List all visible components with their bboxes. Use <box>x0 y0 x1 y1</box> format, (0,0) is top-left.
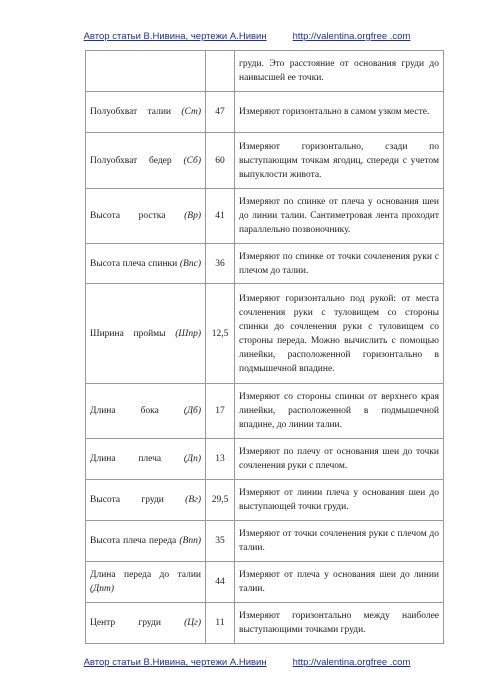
measure-name: Длина плеча <box>90 454 162 464</box>
measure-name-cell <box>86 603 206 644</box>
measure-value: 36 <box>206 244 235 284</box>
page-footer <box>0 657 494 668</box>
measure-description: Измеряют от плеча у основания шеи до линии талии. <box>235 562 444 603</box>
measurements-table <box>85 50 444 644</box>
measure-value: 44 <box>206 562 235 603</box>
measure-name-cell <box>86 439 206 480</box>
measure-abbreviation: (Дп) <box>183 454 201 464</box>
measure-value: 11 <box>206 603 235 644</box>
table-row <box>86 284 444 384</box>
measure-name: Центр груди <box>90 618 161 628</box>
measure-abbreviation: (Дб) <box>183 406 201 416</box>
measure-name-cell <box>86 133 206 189</box>
measure-name: Ширина проймы <box>90 328 166 339</box>
table-row <box>86 92 444 133</box>
measure-abbreviation: (Ст) <box>181 107 201 117</box>
measure-name-cell <box>86 384 206 439</box>
measure-abbreviation: (Впс) <box>179 258 201 269</box>
measure-value: 13 <box>206 439 235 480</box>
measure-name-cell <box>86 480 206 521</box>
measure-description: груди. Это расстояние от основания груди до наивысшей ее точки. <box>235 51 444 92</box>
measure-description: Измеряют по спинке от точки сочленения руки с плечом до талии. <box>235 244 444 284</box>
measure-abbreviation: (Дпт) <box>90 584 114 594</box>
measure-value-cell <box>206 51 235 92</box>
measurements-table-body <box>86 51 444 644</box>
footer-authors: Автор статьи В.Нивина, чертежи А.Нивин <box>83 657 267 668</box>
table-row <box>86 521 444 562</box>
measure-abbreviation: (Цг) <box>184 618 201 628</box>
measure-value: 41 <box>206 189 235 244</box>
measure-abbreviation: (Сб) <box>183 155 201 166</box>
measure-name-cell <box>86 521 206 562</box>
table-row <box>86 244 444 284</box>
table-row <box>86 384 444 439</box>
table-row <box>86 562 444 603</box>
measure-abbreviation: (Вг) <box>185 495 202 505</box>
header-authors: Автор статьи В.Нивина, чертежи А.Нивин <box>83 31 267 42</box>
measure-abbreviation: (Вр) <box>184 211 202 221</box>
measure-name: Полуобхват бедер <box>90 155 172 166</box>
table-row <box>86 480 444 521</box>
measure-name-cell <box>86 92 206 133</box>
table-row <box>86 51 444 92</box>
measure-abbreviation: (Впп) <box>179 536 201 546</box>
measure-name-cell <box>86 244 206 284</box>
measure-description: Измеряют по плечу от основания шеи до точки сочленения руки с плечом. <box>235 439 444 480</box>
measure-description: Измеряют от линии плеча у основания шеи до выступающей точки груди. <box>235 480 444 521</box>
measure-description: Измеряют горизонтально под рукой: от места сочленения руки с туловищем со стороны спинки до сочленения руки с туловищем со стороны переда. Можно вычислить с помощью линейки, расположенной горизонтально в подмышечной впадине. <box>235 284 444 384</box>
footer-url-link[interactable]: http://valentina.orgfree .com <box>292 657 411 668</box>
measure-value: 17 <box>206 384 235 439</box>
measure-name-cell <box>86 51 206 92</box>
measure-name: Длина бока <box>90 406 159 416</box>
table-row <box>86 603 444 644</box>
measure-name-cell <box>86 189 206 244</box>
page-header <box>0 31 494 42</box>
measure-name: Высота груди <box>90 495 164 505</box>
measure-name-cell <box>86 562 206 603</box>
header-url-link[interactable]: http://valentina.orgfree .com <box>292 31 411 42</box>
table-row <box>86 189 444 244</box>
measure-name: Полуобхват талии <box>90 107 171 117</box>
measure-name-cell <box>86 284 206 384</box>
measure-value: 12,5 <box>206 284 235 384</box>
measure-description: Измеряют горизонтально между наиболее выступающими точками груди. <box>235 603 444 644</box>
measure-abbreviation: (Шпр) <box>175 328 201 339</box>
measure-description: Измеряют со стороны спинки от верхнего края линейки, расположенной в подмышечной впадине, до линии талии. <box>235 384 444 439</box>
measure-description: Измеряют от точки сочленения руки с плечом до талии. <box>235 521 444 562</box>
table-row <box>86 133 444 189</box>
measure-name: Высота плеча спинки <box>90 258 178 269</box>
measure-value: 60 <box>206 133 235 189</box>
measure-value: 35 <box>206 521 235 562</box>
measure-value: 47 <box>206 92 235 133</box>
table-row <box>86 439 444 480</box>
measure-name: Длина переда до талии <box>90 570 201 580</box>
measure-name: Высота плеча переда <box>90 536 177 546</box>
measure-value: 29,5 <box>206 480 235 521</box>
measure-description: Измеряют горизонтально, сзади по выступающим точкам ягодиц, спереди с учетом выпуклости живота. <box>235 133 444 189</box>
measure-description: Измеряют горизонтально в самом узком месте. <box>235 92 444 133</box>
measure-name: Высота ростка <box>90 211 166 221</box>
measure-description: Измеряют по спинке от плеча у основания шеи до линии талии. Сантиметровая лента проходит параллельно позвоночнику. <box>235 189 444 244</box>
